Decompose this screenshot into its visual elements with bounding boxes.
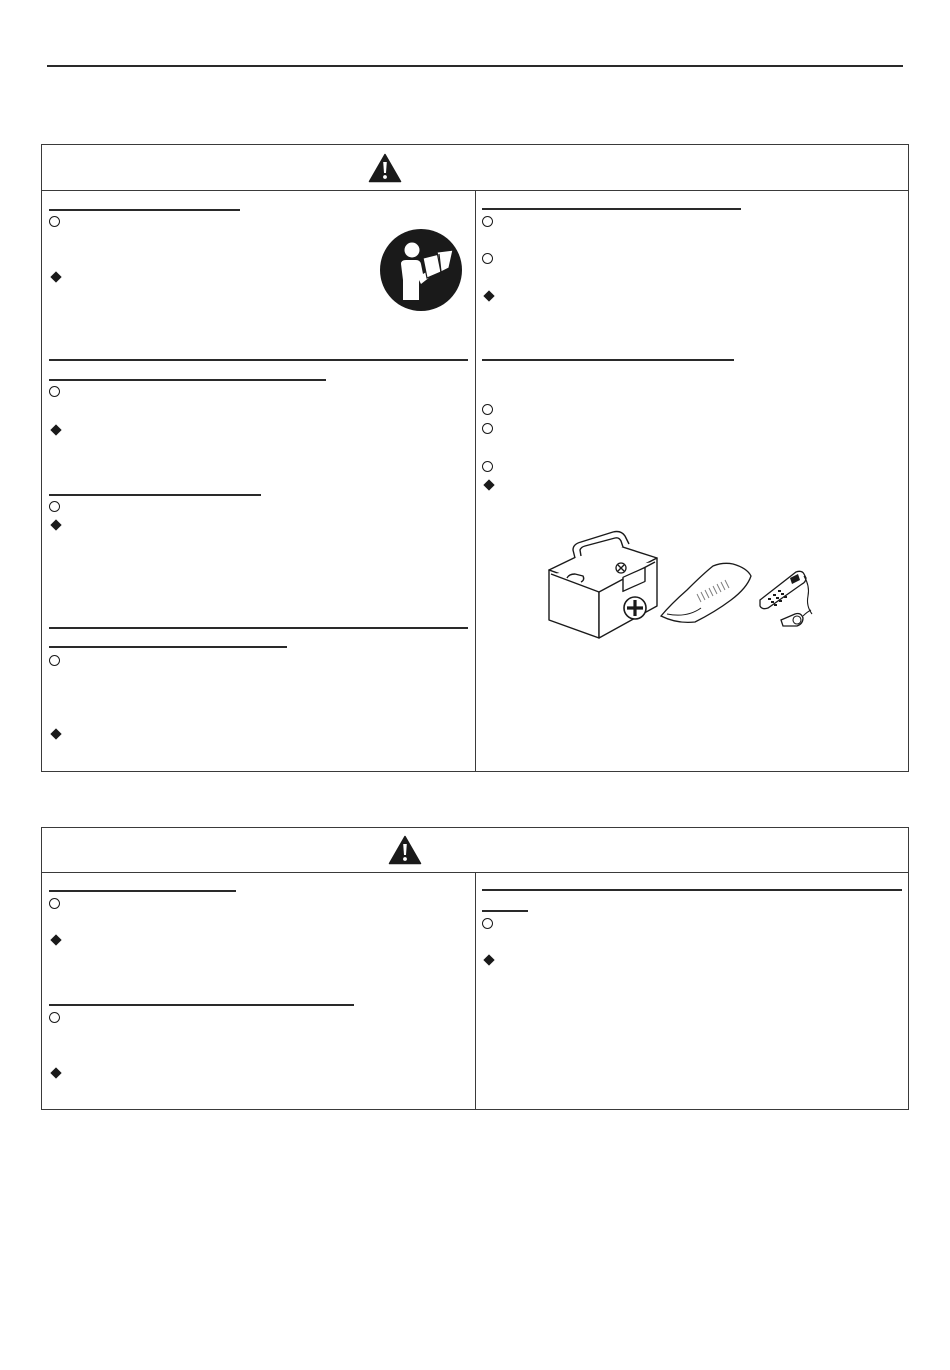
- circle-bullet: [49, 216, 60, 227]
- circle-bullet: [49, 655, 60, 666]
- panel-header: [42, 828, 908, 873]
- circle-bullet: [482, 423, 493, 434]
- section-rule: [482, 359, 734, 361]
- read-manual-icon: [379, 228, 463, 312]
- section-heading-rule: [49, 890, 236, 892]
- circle-bullet: [482, 216, 493, 227]
- first-aid-kit-icon: [545, 528, 663, 642]
- section-heading-rule: [49, 379, 326, 381]
- circle-bullet: [49, 1012, 60, 1023]
- circle-bullet: [482, 253, 493, 264]
- panel-header: [42, 145, 908, 191]
- column-divider: [475, 190, 476, 772]
- column-divider: [475, 872, 476, 1110]
- circle-bullet: [49, 898, 60, 909]
- section-heading-rule: [49, 1004, 354, 1006]
- section-heading-rule: [482, 208, 741, 210]
- circle-bullet: [482, 404, 493, 415]
- section-heading-rule: [49, 494, 261, 496]
- warning-panel-2: [41, 827, 909, 1110]
- circle-bullet: [49, 386, 60, 397]
- circle-bullet: [49, 501, 60, 512]
- circle-bullet: [482, 918, 493, 929]
- warning-panel-1: [41, 144, 909, 772]
- warning-triangle-icon: [368, 153, 402, 183]
- towel-icon: [657, 560, 755, 626]
- section-rule: [49, 627, 468, 629]
- section-heading-rule: [49, 209, 240, 211]
- circle-bullet: [482, 461, 493, 472]
- section-heading-rule: [482, 910, 528, 912]
- header-rule: [47, 65, 903, 67]
- section-rule: [49, 359, 468, 361]
- section-heading-rule: [49, 646, 287, 648]
- warning-triangle-icon: [388, 835, 422, 865]
- section-rule: [482, 889, 902, 891]
- whistle-icon: [779, 608, 813, 630]
